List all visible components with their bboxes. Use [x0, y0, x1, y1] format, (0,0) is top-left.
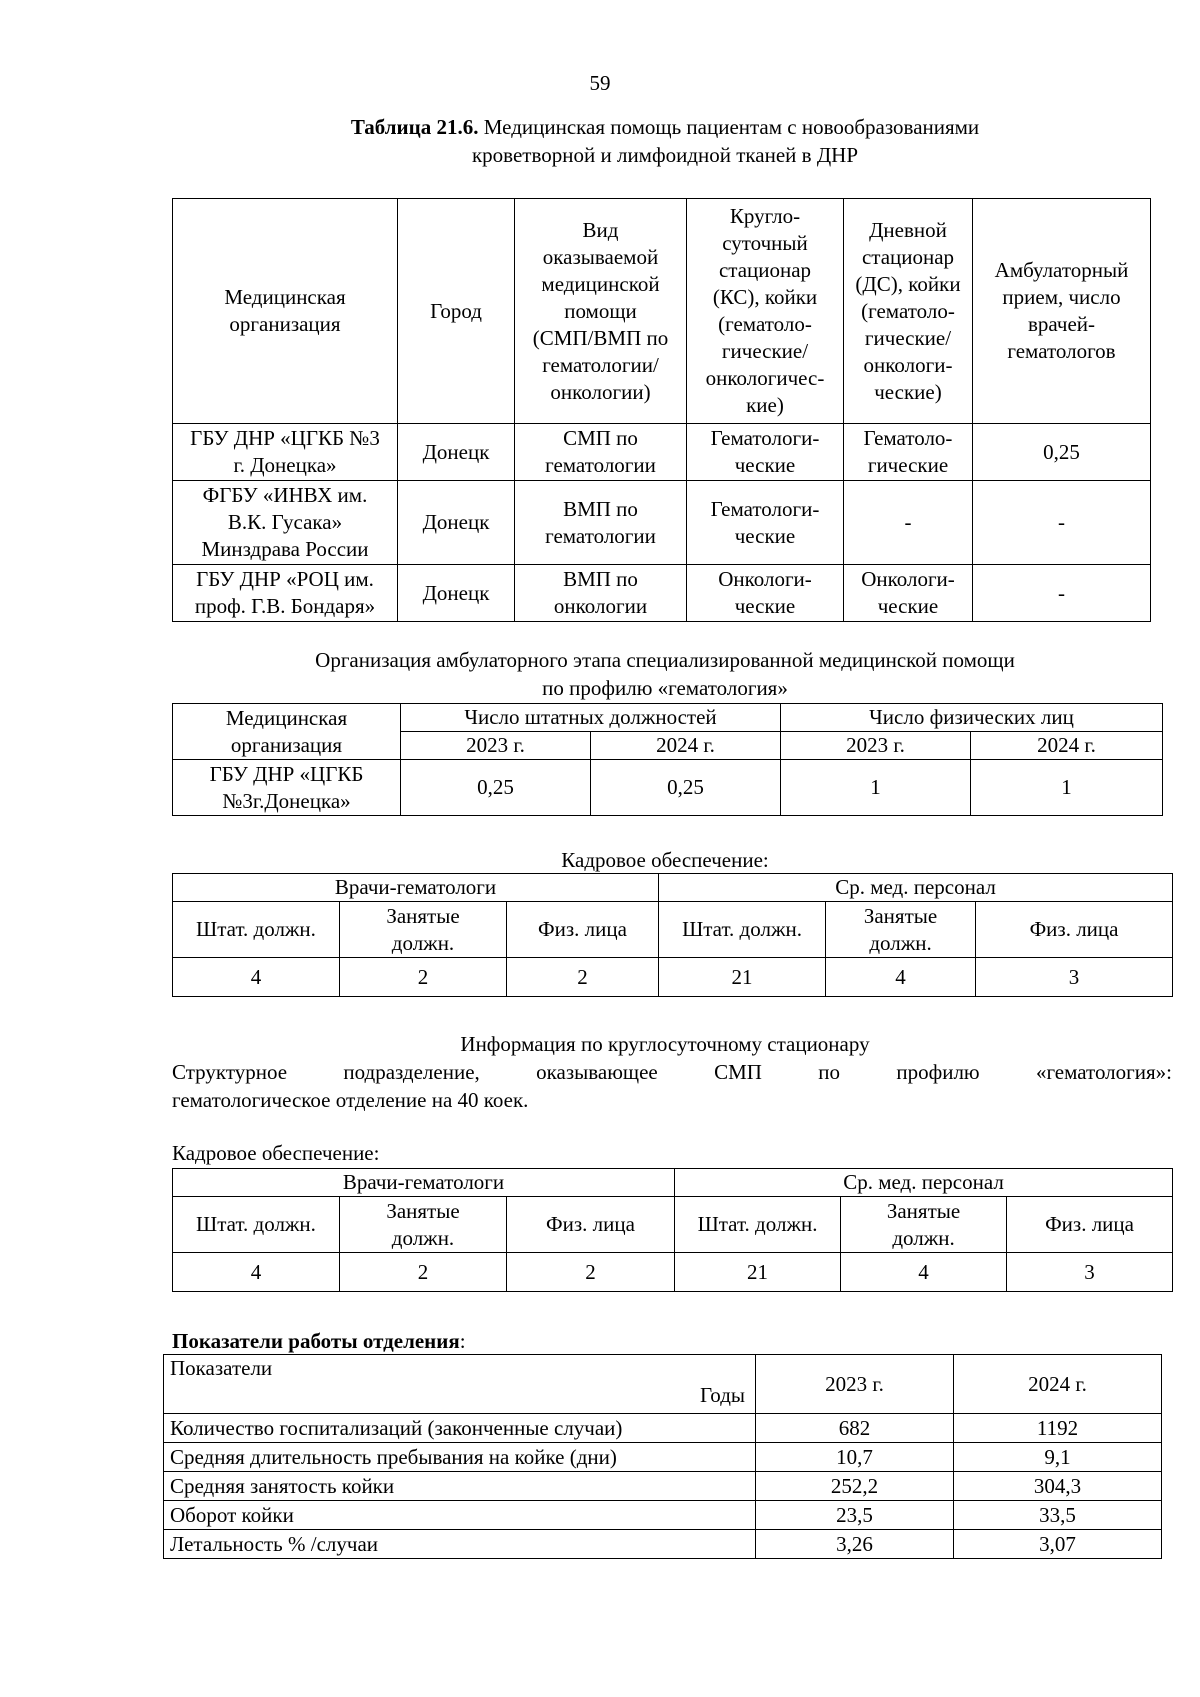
cell-line: Донецк — [422, 510, 490, 534]
outpatient-section-title-line2: по профилю «гематология» — [542, 676, 788, 700]
cell-line: Амбулаторный — [994, 258, 1129, 282]
header-individuals: Число физических лиц — [781, 704, 1163, 732]
staffing-group-row — [173, 874, 1173, 902]
inpatient-staffing-title: Кадровое обеспечение: — [172, 1141, 380, 1165]
cell-ds — [844, 481, 973, 565]
cell-care-type — [515, 424, 687, 481]
cell-line: гические — [867, 453, 949, 477]
cell-line: (гематоло- — [718, 312, 812, 336]
cell-value: 4 — [173, 1253, 340, 1292]
cell-line: Штат. должн. — [697, 1212, 818, 1236]
header-organization — [173, 199, 398, 424]
header-individuals — [507, 1197, 675, 1253]
paragraph-word: СМП — [714, 1060, 762, 1084]
cell-line: Кругло- — [729, 204, 801, 228]
cell-ks — [687, 565, 844, 622]
header-day-hospital-beds — [844, 199, 973, 424]
cell-line: Гематоло- — [863, 426, 953, 450]
cell-organization — [173, 565, 398, 622]
header-occupied-positions — [340, 902, 507, 958]
cell-value: 2 — [507, 958, 659, 997]
cell-line: гематологии/ — [542, 352, 659, 377]
cell-line: стационар — [861, 244, 955, 269]
cell-city — [398, 565, 515, 622]
cell-line: Штат. должн. — [682, 917, 802, 941]
staffing-group-row — [173, 1169, 1173, 1197]
table-row — [164, 1472, 1162, 1501]
cell-indicator: Средняя длительность пребывания на койке (дни) — [164, 1443, 756, 1472]
cell-value-2023: 23,5 — [756, 1501, 954, 1530]
paragraph-word: Структурное — [172, 1060, 288, 1084]
cell-line: онкологии) — [550, 379, 651, 404]
performance-title — [172, 1328, 466, 1355]
cell-line: ФГБУ «ИНВХ им. — [202, 483, 368, 507]
cell-line: ческие — [877, 594, 939, 618]
cell-line: №3г.Донецка» — [222, 788, 351, 813]
cell-line: Гематологи- — [710, 426, 820, 450]
cell-line: врачей- — [1027, 312, 1095, 336]
header-individuals — [1007, 1197, 1173, 1253]
cell-line: стационар — [718, 258, 812, 282]
cell-line: - — [904, 510, 912, 534]
cell-value: 3 — [1007, 1253, 1173, 1292]
cell-value-2023: 3,26 — [756, 1530, 954, 1559]
header-occupied-positions — [826, 902, 976, 958]
cell-line: кие) — [746, 393, 784, 417]
cell-line: СМП по — [563, 426, 638, 450]
cell-line: ческие — [734, 523, 796, 548]
table-row — [173, 958, 1173, 997]
cell-value-2024: 1192 — [954, 1414, 1162, 1443]
cell-value: 2 — [340, 958, 507, 997]
performance-title-colon: : — [459, 1329, 466, 1353]
cell-ks — [687, 481, 844, 565]
table-row — [164, 1443, 1162, 1472]
staffing-title: Кадровое обеспечение: — [561, 848, 769, 872]
care-table — [172, 198, 1151, 622]
header-staff-positions — [659, 902, 826, 958]
table-title-text-line1: Медицинская помощь пациентам с новообразованиями — [483, 115, 980, 139]
cell-line: Медицинская — [225, 705, 348, 730]
cell-line: Онкологи- — [718, 567, 812, 591]
cell-value: 21 — [675, 1253, 841, 1292]
header-individuals — [976, 902, 1173, 958]
header-organization — [173, 704, 401, 760]
cell-value-2024: 9,1 — [954, 1443, 1162, 1472]
cell-line: Город — [430, 298, 482, 323]
table-row — [164, 1414, 1162, 1443]
header-year: 2023 г. — [756, 1355, 954, 1414]
cell-value-2024: 33,5 — [954, 1501, 1162, 1530]
cell-line: должн. — [892, 1225, 955, 1250]
table-row — [173, 760, 1163, 816]
cell-line: Занятые — [386, 903, 460, 928]
header-staff-positions — [675, 1197, 841, 1253]
cell-line: - — [1058, 510, 1065, 534]
cell-indicator: Средняя занятость койки — [164, 1472, 756, 1501]
cell-line: помощи — [564, 298, 637, 323]
table-row — [164, 1530, 1162, 1559]
cell-value: 1 — [781, 760, 971, 816]
cell-value-2024: 304,3 — [954, 1472, 1162, 1501]
cell-line: суточный — [722, 231, 808, 255]
corner-indicators-label: Показатели — [170, 1356, 273, 1380]
outpatient-header-row — [173, 704, 1163, 732]
header-year: 2024 г. — [954, 1355, 1162, 1414]
cell-line: ГБУ ДНР «РОЦ им. — [196, 567, 374, 591]
cell-line: Занятые — [386, 1198, 460, 1223]
header-staff-positions — [173, 902, 340, 958]
table-row — [164, 1501, 1162, 1530]
cell-value: 3 — [976, 958, 1173, 997]
header-nursing-staff: Ср. мед. персонал — [659, 874, 1173, 902]
header-occupied-positions — [841, 1197, 1007, 1253]
cell-line: гематологии — [545, 523, 656, 548]
header-occupied-positions — [340, 1197, 507, 1253]
header-year: 2023 г. — [781, 732, 971, 760]
table-row — [173, 565, 1151, 622]
outpatient-section-title-line1: Организация амбулаторного этапа специализированной медицинской помощи — [315, 648, 1015, 672]
cell-line: Занятые — [863, 903, 938, 928]
page-number: 59 — [589, 71, 611, 95]
cell-line: онкологи- — [863, 352, 953, 377]
inpatient-staffing-table — [172, 1168, 1173, 1292]
table-row — [173, 1253, 1173, 1292]
cell-organization — [173, 760, 401, 816]
cell-value-2023: 682 — [756, 1414, 954, 1443]
header-nursing-staff: Ср. мед. персонал — [675, 1169, 1173, 1197]
cell-line: Медицинская — [224, 285, 346, 309]
cell-line: Физ. лица — [538, 917, 627, 941]
header-staff-positions: Число штатных должностей — [401, 704, 781, 732]
outpatient-table — [172, 703, 1163, 816]
cell-ds — [844, 424, 973, 481]
cell-line: (КС), койки — [712, 285, 818, 309]
cell-line: Дневной — [869, 217, 947, 242]
cell-value-2023: 252,2 — [756, 1472, 954, 1501]
cell-indicator: Количество госпитализаций (законченные случаи) — [164, 1414, 756, 1443]
cell-line: ческие) — [874, 379, 942, 404]
cell-outpatient — [973, 565, 1151, 622]
cell-line: Штат. должн. — [196, 1212, 316, 1236]
cell-line: онкологии — [553, 594, 648, 618]
cell-line: оказываемой — [542, 244, 659, 269]
cell-organization — [173, 481, 398, 565]
header-hematologists: Врачи-гематологи — [173, 874, 659, 902]
cell-care-type — [515, 565, 687, 622]
cell-value: 2 — [340, 1253, 507, 1292]
cell-line: (СМП/ВМП по — [532, 325, 669, 350]
cell-line: Гематологи- — [710, 496, 820, 521]
cell-line: Вид — [582, 217, 619, 242]
header-year: 2023 г. — [401, 732, 591, 760]
header-indicators-corner — [164, 1355, 756, 1414]
cell-line: онкологичес- — [705, 366, 825, 390]
cell-line: проф. Г.В. Бондаря» — [194, 594, 376, 618]
cell-line: Минздрава России — [201, 537, 369, 561]
paragraph-word: «гематология»: — [1035, 1060, 1172, 1084]
cell-line: ГБУ ДНР «ЦГКБ — [209, 761, 364, 786]
cell-line: организация — [230, 732, 343, 757]
cell-line: гические/ — [721, 339, 809, 363]
cell-value: 4 — [841, 1253, 1007, 1292]
cell-value: 0,25 — [401, 760, 591, 816]
paragraph-word: оказывающее — [536, 1060, 658, 1084]
cell-line: Онкологи- — [861, 567, 955, 591]
header-individuals — [507, 902, 659, 958]
cell-line: организация — [229, 312, 341, 336]
header-year: 2024 г. — [971, 732, 1163, 760]
performance-title-text: Показатели работы отделения — [172, 1329, 460, 1353]
table-title-line2: кроветворной и лимфоидной тканей в ДНР — [471, 143, 858, 167]
cell-line: должн. — [391, 1225, 455, 1250]
cell-indicator: Летальность % /случаи — [164, 1530, 756, 1559]
staffing-columns-row — [173, 902, 1173, 958]
care-table-header-row — [173, 199, 1151, 424]
cell-value-2024: 3,07 — [954, 1530, 1162, 1559]
cell-outpatient — [973, 424, 1151, 481]
cell-value: 2 — [507, 1253, 675, 1292]
inpatient-paragraph-line1 — [172, 1059, 1172, 1086]
cell-line: ГБУ ДНР «ЦГКБ №3 — [190, 426, 380, 450]
cell-line: ВМП по — [563, 496, 638, 521]
cell-line: должн. — [391, 930, 455, 955]
staffing-table — [172, 873, 1173, 997]
header-year: 2024 г. — [591, 732, 781, 760]
cell-value: 21 — [659, 958, 826, 997]
cell-line: ческие — [734, 453, 796, 477]
cell-value: 1 — [971, 760, 1163, 816]
cell-line: Штат. должн. — [196, 917, 316, 941]
cell-line: медицинской — [541, 271, 660, 296]
cell-line: должн. — [869, 930, 932, 955]
cell-value-2023: 10,7 — [756, 1443, 954, 1472]
cell-line: 0,25 — [1043, 439, 1080, 464]
paragraph-word: профилю — [896, 1060, 980, 1084]
header-hematologists: Врачи-гематологи — [173, 1169, 675, 1197]
cell-line: В.К. Гусака» — [227, 510, 343, 534]
cell-line: (ДС), койки — [855, 271, 961, 296]
inpatient-info-title: Информация по круглосуточному стационару — [460, 1032, 870, 1056]
cell-line: гематологии — [545, 453, 656, 477]
cell-city — [398, 424, 515, 481]
paragraph-word: подразделение, — [343, 1060, 480, 1084]
paragraph-word: по — [818, 1060, 841, 1084]
cell-line: (гематоло- — [861, 298, 955, 323]
cell-line: Физ. лица — [1045, 1212, 1134, 1236]
cell-line: Физ. лица — [1029, 917, 1119, 941]
header-outpatient — [973, 199, 1151, 424]
staffing-columns-row — [173, 1197, 1173, 1253]
cell-outpatient — [973, 481, 1151, 565]
cell-value: 4 — [826, 958, 976, 997]
cell-ds — [844, 565, 973, 622]
cell-ks — [687, 424, 844, 481]
cell-indicator: Оборот койки — [164, 1501, 756, 1530]
performance-header-row — [164, 1355, 1162, 1414]
cell-line: - — [1058, 580, 1065, 605]
corner-years-label: Годы — [700, 1383, 745, 1407]
cell-line: прием, число — [1002, 285, 1121, 309]
cell-city — [398, 481, 515, 565]
cell-line: г. Донецка» — [233, 453, 337, 477]
cell-value: 4 — [173, 958, 340, 997]
cell-line: Донецк — [422, 439, 490, 464]
cell-line: Донецк — [422, 580, 490, 605]
cell-line: Физ. лица — [546, 1212, 635, 1236]
performance-table — [163, 1354, 1162, 1559]
cell-line: Занятые — [886, 1198, 961, 1223]
table-title — [0, 114, 1200, 141]
table-title-label: Таблица 21.6. — [350, 115, 479, 139]
cell-line: ческие — [734, 594, 796, 618]
header-round-the-clock-beds — [687, 199, 844, 424]
cell-line: гематологов — [1007, 339, 1116, 363]
cell-line: ВМП по — [563, 567, 638, 591]
table-row — [173, 424, 1151, 481]
header-care-type — [515, 199, 687, 424]
cell-value: 0,25 — [591, 760, 781, 816]
header-city — [398, 199, 515, 424]
cell-organization — [173, 424, 398, 481]
cell-line: гические/ — [864, 325, 952, 350]
cell-care-type — [515, 481, 687, 565]
header-staff-positions — [173, 1197, 340, 1253]
inpatient-paragraph-line2: гематологическое отделение на 40 коек. — [172, 1088, 529, 1112]
table-row — [173, 481, 1151, 565]
